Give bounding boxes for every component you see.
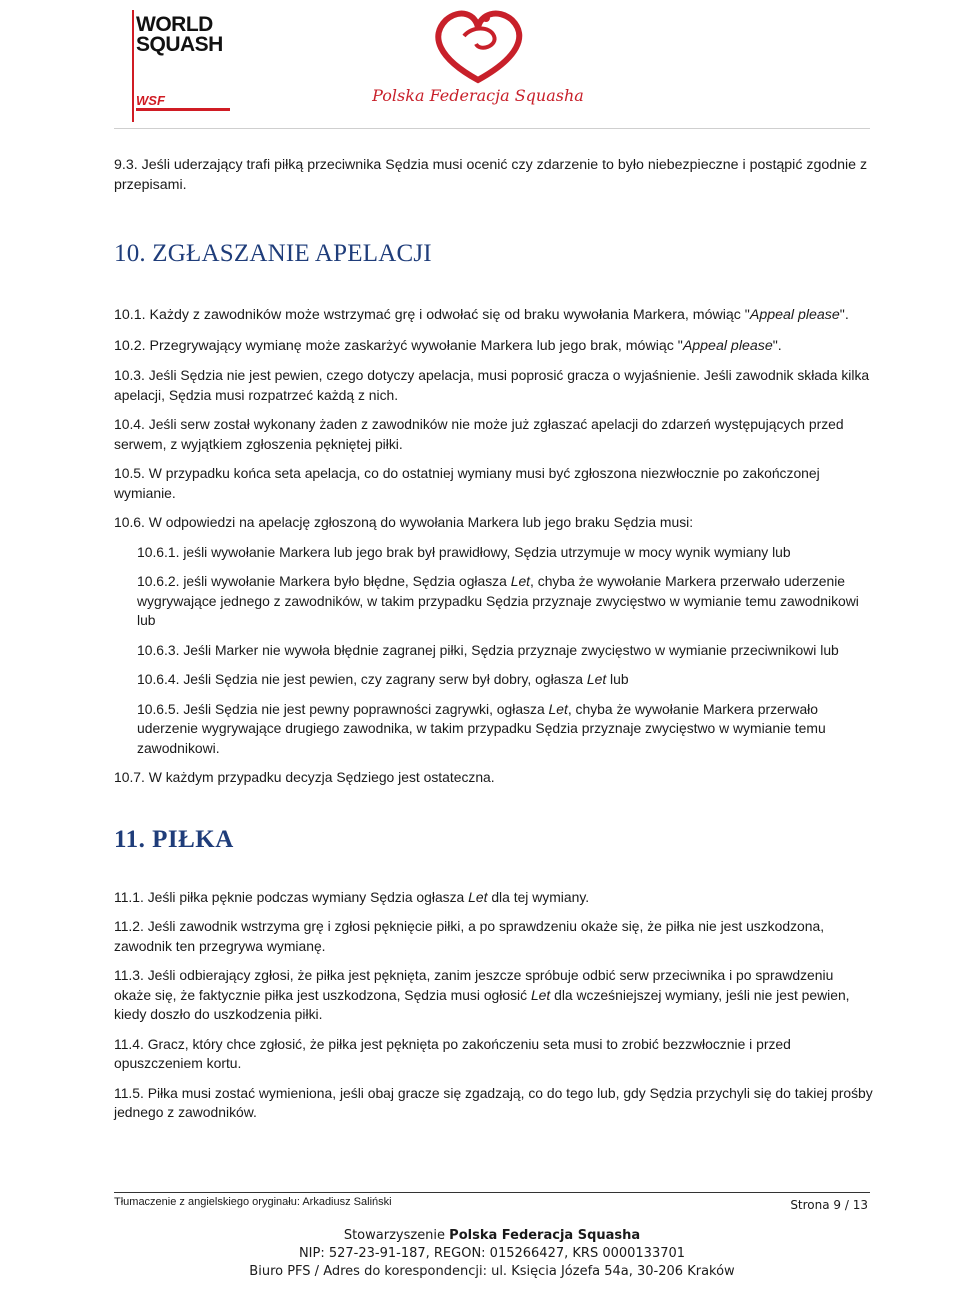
- paragraph-10-7: 10.7. W każdym przypadku decyzja Sędziego jest ostateczna.: [114, 769, 495, 785]
- logo-word-squash: SQUASH: [136, 33, 223, 56]
- page-number: Strona 9 / 13: [790, 1198, 868, 1212]
- paragraph-11-4: 11.4. Gracz, który chce zgłosić, że piłka jest pęknięta po zakończeniu seta musi to zrobić bezzwłocznie i przed opuszczeniem kortu.: [114, 1035, 791, 1071]
- footer-divider: [114, 1192, 870, 1193]
- p111-emphasis: Let: [468, 888, 488, 905]
- logo-word-world: WORLD: [136, 13, 213, 36]
- paragraph-10-6: 10.6. W odpowiedzi na apelację zgłoszoną do wywołania Markera lub jego braku Sędzia musi:: [114, 514, 694, 530]
- p1065-emphasis: Let: [548, 700, 568, 717]
- org-name-line: [114, 1228, 870, 1243]
- paragraph-10-5: 10.5. W przypadku końca seta apelacja, co do ostatniej wymiany musi być zgłoszona niezwłocznie po zakończonej wymianie.: [114, 465, 820, 501]
- p1064-text: 10.6.4. Jeśli Sędzia nie jest pewien, czy zagrany serw był dobry, ogłasza: [137, 671, 587, 687]
- p1062-text: 10.6.2. jeśli wywołanie Markera było błędne, Sędzia ogłasza: [137, 573, 511, 589]
- paragraph-10-6-4: [114, 670, 874, 690]
- logo-accent-line: [132, 10, 134, 122]
- document-body: [114, 150, 874, 1123]
- p111-end: dla tej wymiany.: [487, 888, 590, 905]
- page-header: [0, 0, 960, 128]
- p102-emphasis: Appeal please: [682, 338, 773, 354]
- p1062-end: , chyba że wywołanie Markera przerwało uderzenie wygrywające jednego z zawodników, w takim przypadku Sędzia przyznaje zwycięstwo w wymianie temu zawodnikowi lub: [137, 573, 859, 628]
- p1062-emphasis: Let: [510, 573, 531, 589]
- p103-text-a: 10.3. Jeśli Sędzia nie jest pewien, czego dotyczy apelacja, musi poprosić gracza o wyjaśnienie.: [114, 367, 701, 383]
- pfs-logo: [368, 6, 588, 116]
- paragraph-10-6-5: [114, 700, 874, 759]
- paragraph-10-6-1: 10.6.1. jeśli wywołanie Markera lub jego brak był prawidłowy, Sędzia utrzymuje w mocy wynik wymiany lub: [137, 543, 791, 560]
- p101-text: 10.1. Każdy z zawodników może wstrzymać grę i odwołać się od braku wywołania Markera, mówiąc ": [114, 307, 750, 323]
- org-address-line: Biuro PFS / Adres do korespondencji: ul. Księcia Józefa 54a, 30-206 Kraków: [249, 1264, 735, 1279]
- paragraph-10-6-3: 10.6.3. Jeśli Marker nie wywoła błędnie zagranej piłki, Sędzia przyznaje zwycięstwo w wymianie przeciwnikowi lub: [137, 641, 839, 658]
- p113-emphasis: Let: [530, 986, 551, 1003]
- p1065-text: 10.6.5. Jeśli Sędzia nie jest pewny poprawności zagrywki, ogłasza: [137, 700, 549, 717]
- paragraph-11-1: [114, 888, 874, 908]
- paragraph-11-5: 11.5. Piłka musi zostać wymieniona, jeśli obaj gracze się zgadzają, co do tego lub, gdy Sędzia przychyli się do takiej prośby jednego z zawodników.: [114, 1084, 873, 1120]
- p1064-end: lub: [606, 671, 629, 687]
- p101-emphasis: Appeal please: [749, 307, 840, 323]
- translator-credit: Tłumaczenie z angielskiego oryginału: Arkadiusz Saliński: [114, 1196, 392, 1208]
- pfs-logo-text: Polska Federacja Squasha: [372, 86, 584, 105]
- p102-end: ".: [772, 338, 782, 354]
- paragraph-9-3: 9.3. Jeśli uderzający trafi piłką przeciwnika Sędzia musi ocenić czy zdarzenie to było niebezpieczne i postąpić zgodnie z przepisami.: [114, 157, 868, 193]
- paragraph-10-1: [114, 305, 874, 325]
- org-prefix: Stowarzyszenie: [343, 1228, 450, 1243]
- paragraph-10-3: [114, 366, 874, 405]
- p1065-end: , chyba że wywołanie Markera przerwało uderzenie wygrywające drugiego zawodnika, w takim przypadku Sędzia przyznaje zwycięstwo w wymianie temu zawodnikowi.: [137, 700, 826, 756]
- p1064-emphasis: Let: [586, 671, 607, 687]
- pfs-emblem-icon: [368, 6, 588, 86]
- p111-text: 11.1. Jeśli piłka pęknie podczas wymiany Sędzia ogłasza: [114, 888, 469, 905]
- heading-section-10: 10. ZGŁASZANIE APELACJI: [114, 240, 432, 267]
- paragraph-10-4: 10.4. Jeśli serw został wykonany żaden z zawodników nie może już zgłaszać apelacji do zdarzeń występujących przed serwem, z wyjątkiem zgłoszenia pękniętej piłki.: [114, 416, 844, 452]
- logo-wsf: WSF: [136, 93, 165, 108]
- paragraph-11-3: [114, 966, 874, 1025]
- p102-text: 10.2. Przegrywający wymianę może zaskarżyć wywołanie Markera lub jego brak, mówiąc ": [114, 338, 683, 354]
- paragraph-11-2: 11.2. Jeśli zawodnik wstrzyma grę i zgłosi pęknięcie piłki, a po sprawdzeniu okaże się, że piłka nie jest uszkodzona, zawodnik ten przegrywa wymianę.: [114, 918, 825, 954]
- p113-end: dla wcześniejszej wymiany, jeśli nie jest pewien, kiedy doszło do uszkodzenia piłki.: [114, 986, 850, 1022]
- world-squash-logo: [136, 10, 228, 110]
- paragraph-10-6-2: [114, 572, 874, 631]
- p113-text: 11.3. Jeśli odbierający zgłosi, że piłka jest pęknięta, zanim jeszcze spróbuje odbić serw przeciwnika i po sprawdzeniu okaże się, że faktycznie piłka jest uszkodzona, Sędzia musi ogłosić: [114, 967, 834, 1003]
- header-divider: [114, 128, 870, 129]
- p103-text-b: Jeśli zawodnik składa kilka apelacji, Sędzia musi rozpatrzeć każdą z nich.: [114, 367, 870, 403]
- org-ids-line: NIP: 527-23-91-187, REGON: 015266427, KRS 0000133701: [298, 1246, 686, 1261]
- org-name: Polska Federacja Squasha: [449, 1228, 641, 1243]
- heading-section-11: 11. PIŁKA: [114, 825, 234, 853]
- paragraph-10-2: [114, 336, 874, 356]
- p101-end: ".: [839, 307, 849, 323]
- logo-wsf-bar: [136, 108, 230, 111]
